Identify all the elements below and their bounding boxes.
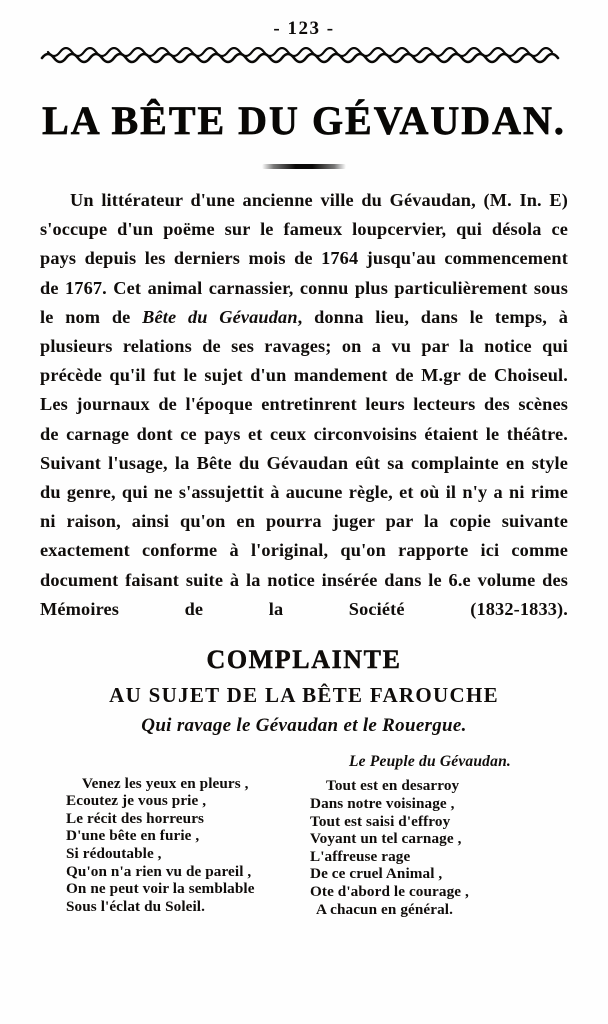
- complainte-subheading: AU SUJET DE LA BÊTE FAROUCHE: [109, 682, 499, 707]
- verse-line: On ne peut voir la semblable: [66, 880, 255, 898]
- title-divider-rule: [262, 164, 346, 169]
- verse-line: Ote d'abord le courage ,: [310, 883, 469, 900]
- verse-columns: [0, 753, 608, 943]
- verse-line: Dans notre voisinage ,: [310, 795, 455, 813]
- wavy-ornament-rule: [40, 47, 568, 64]
- complainte-heading: COMPLAINTE: [206, 645, 402, 675]
- verse-line: D'une bête en furie ,: [66, 827, 200, 845]
- verse-line: Tout est saisi d'effroy: [310, 812, 451, 830]
- verse-column-left: [66, 753, 296, 916]
- verse-line: De ce cruel Animal ,: [310, 865, 443, 883]
- page-folio-number: - 123 -: [273, 18, 335, 39]
- verse-line: Sous l'éclat du Soleil.: [66, 897, 206, 915]
- verse-line: Ecoutez je vous prie ,: [66, 792, 207, 810]
- page-title: LA BÊTE DU GÉVAUDAN.: [42, 98, 566, 143]
- verse-line: Voyant un tel carnage ,: [310, 830, 462, 848]
- verse-left-speaker-spacer: [66, 753, 296, 775]
- verse-line: A chacun en général.: [316, 900, 453, 918]
- verse-line: Venez les yeux en pleurs ,: [82, 774, 249, 792]
- complainte-subheading-italic: Qui ravage le Gévaudan et le Rouergue.: [141, 714, 467, 736]
- verse-line: Qu'on n'a rien vu de pareil ,: [66, 862, 252, 880]
- verse-line: Tout est en desarroy: [326, 777, 460, 795]
- intro-paragraph: Un littérateur d'une ancienne ville du Gévaudan, (M. In. E) s'occupe d'un poëme sur le fameux loupcervier, qui désola ce pays depuis les derniers mois de 1764 jusqu'au commencement de 1767. Cet animal carnassier, connu plus particulièrement sous le nom de Bête du Gévaudan, donna lieu, dans le temps, à plusieurs relations de ses ravages; on a vu par la notice qui précède qu'il fut le sujet d'un mandement de M.gr de Choiseul. Les journaux de l'époque entretinrent leurs lecteurs des scènes de carnage dont ce pays et ceux circonvoisins étaient le théâtre. Suivant l'usage, la Bête du Gévaudan eût sa complainte en style du genre, qui ne s'assujettit à aucune règle, et où il n'y a ni rime ni raison, ainsi qu'on en pourra juger par la copie suivante exactement conforme à l'original, qu'on rapporte ici comme document faisant suite à la notice insérée dans le 6.e volume des Mémoires de la Société (1832-1833).: [40, 190, 568, 619]
- italic-work-title: Bête du Gévaudan: [142, 306, 298, 327]
- verse-line: L'affreuse rage: [310, 847, 411, 865]
- verse-line: Si rédoutable ,: [66, 845, 162, 862]
- verse-line: Le récit des horreurs: [66, 809, 205, 827]
- verse-column-right: [310, 753, 550, 919]
- verse-speaker-attribution: Le Peuple du Gévaudan.: [349, 752, 511, 770]
- body-text-block: [40, 186, 568, 624]
